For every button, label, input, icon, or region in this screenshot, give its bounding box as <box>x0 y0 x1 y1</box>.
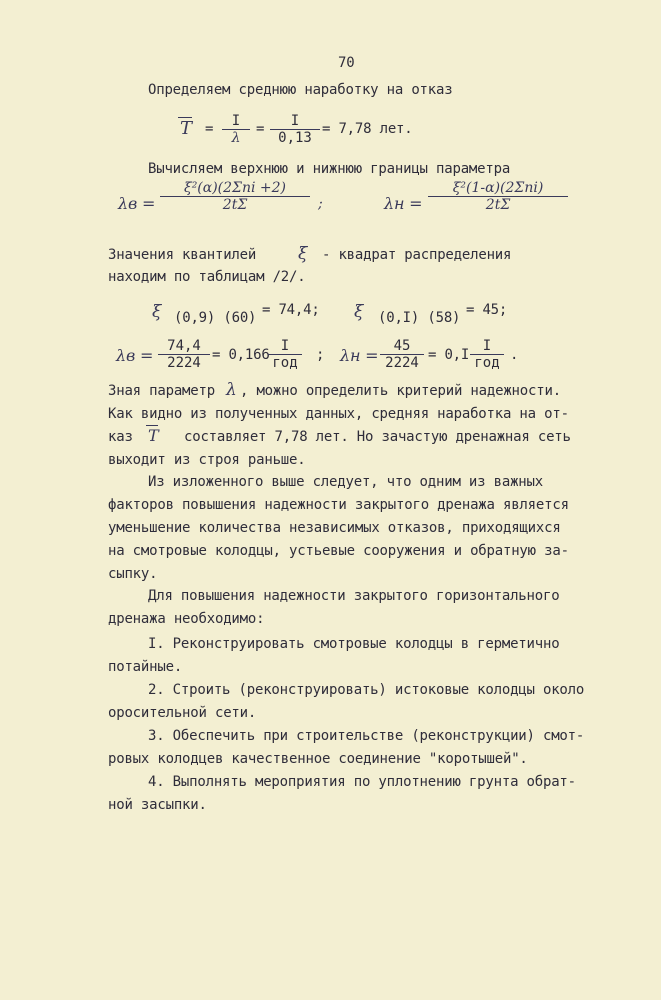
text-line: каз <box>108 429 133 445</box>
text-line: Как видно из полученных данных, средняя наработка на от- <box>108 406 569 422</box>
fraction-denominator: 2tΣ <box>428 196 568 213</box>
list-item: 3. Обеспечить при строительстве (реконструкции) смот- <box>148 728 585 744</box>
fraction-lower-bound <box>428 180 568 213</box>
t-symbol: T <box>148 426 159 445</box>
formula-lambda-upper: λв = <box>116 346 154 365</box>
list-item: ной засыпки. <box>108 797 207 813</box>
text-line: составляет 7,78 лет. Но зачастую дренажная сеть <box>184 429 571 445</box>
fraction-denominator: 2224 <box>158 354 210 371</box>
quantile-value: = 74,4; <box>262 302 320 318</box>
list-item: I. Реконструировать смотровые колодцы в герметично <box>148 636 560 652</box>
formula-separator: ; <box>318 196 323 212</box>
text-line: Вычисляем верхнюю и нижнюю границы параметра <box>148 161 511 177</box>
overbar <box>178 117 192 118</box>
text-line: , можно определить критерий надежности. <box>240 383 561 399</box>
xi-symbol: ξ <box>152 302 162 322</box>
fraction-one-over-lambda <box>222 113 250 146</box>
formula-value: = 0,I <box>428 347 470 363</box>
fraction-per-year <box>470 338 504 371</box>
fraction-numerator: I <box>482 338 492 354</box>
text-line: Определяем среднюю наработку на отказ <box>148 82 453 98</box>
fraction-upper-bound <box>160 180 310 213</box>
quantile-args: (0,I) (58) <box>378 310 461 326</box>
fraction-numerator: 74,4 <box>167 338 201 354</box>
formula-eq: = <box>205 121 214 137</box>
fraction-denominator: λ <box>222 129 250 146</box>
text-line: Значения квантилей <box>108 247 257 263</box>
formula-result: = 7,78 лет. <box>322 121 413 137</box>
formula-lambda-lower: λн = <box>384 194 423 213</box>
overbar <box>146 425 158 426</box>
list-item: оросительной сети. <box>108 705 257 721</box>
text-line: Зная параметр <box>108 383 215 399</box>
list-item: потайные. <box>108 659 183 675</box>
text-line: сыпку. <box>108 566 158 582</box>
text-line: Для повышения надежности закрытого горизонтального <box>148 588 560 604</box>
text-line: - квадрат распределения <box>322 247 512 263</box>
text-line: факторов повышения надежности закрытого дренажа является <box>108 497 569 513</box>
text-line: дренажа необходимо: <box>108 611 265 627</box>
text-line: находим по таблицам /2/. <box>108 269 306 285</box>
formula-symbol-t: T <box>180 118 192 139</box>
quantile-value: = 45; <box>466 302 508 318</box>
formula-lambda-upper: λв = <box>118 194 156 213</box>
fraction-one-over-rate <box>270 113 320 146</box>
fraction-numerator: I <box>290 113 300 129</box>
list-item: 2. Строить (реконструировать) истоковые колодцы около <box>148 682 585 698</box>
fraction-numerator: I <box>280 338 290 354</box>
fraction-numerator: I <box>231 113 241 129</box>
fraction-per-year <box>268 338 302 371</box>
fraction-denominator: 0,13 <box>270 129 320 146</box>
quantile-args: (0,9) (60) <box>174 310 257 326</box>
fraction-denominator: год <box>470 354 504 371</box>
list-item: ровых колодцев качественное соединение "коротышей". <box>108 751 528 767</box>
fraction-denominator: год <box>268 354 302 371</box>
fraction-lower-value <box>380 338 424 371</box>
formula-lambda-lower: λн = <box>340 346 379 365</box>
lambda-symbol: λ <box>226 380 237 400</box>
fraction-numerator: ξ²(1-α)(2Σni) <box>452 180 544 196</box>
formula-end: . <box>510 347 519 363</box>
xi-symbol: ξ <box>354 302 364 322</box>
text-line: Из изложенного выше следует, что одним из важных <box>148 474 543 490</box>
fraction-upper-value <box>158 338 210 371</box>
text-line: на смотровые колодцы, устьевые сооружения и обратную за- <box>108 543 569 559</box>
fraction-numerator: 45 <box>393 338 411 354</box>
formula-eq: = <box>256 121 265 137</box>
fraction-denominator: 2tΣ <box>160 196 310 213</box>
xi-symbol: ξ <box>298 244 308 264</box>
list-item: 4. Выполнять мероприятия по уплотнению грунта обрат- <box>148 774 576 790</box>
formula-separator: ; <box>316 347 325 363</box>
formula-value: = 0,166 <box>212 347 270 363</box>
fraction-denominator: 2224 <box>380 354 424 371</box>
fraction-numerator: ξ²(α)(2Σni +2) <box>183 180 286 196</box>
text-line: выходит из строя раньше. <box>108 452 306 468</box>
text-line: уменьшение количества независимых отказов, приходящихся <box>108 520 561 536</box>
page-number: 70 <box>338 55 355 71</box>
